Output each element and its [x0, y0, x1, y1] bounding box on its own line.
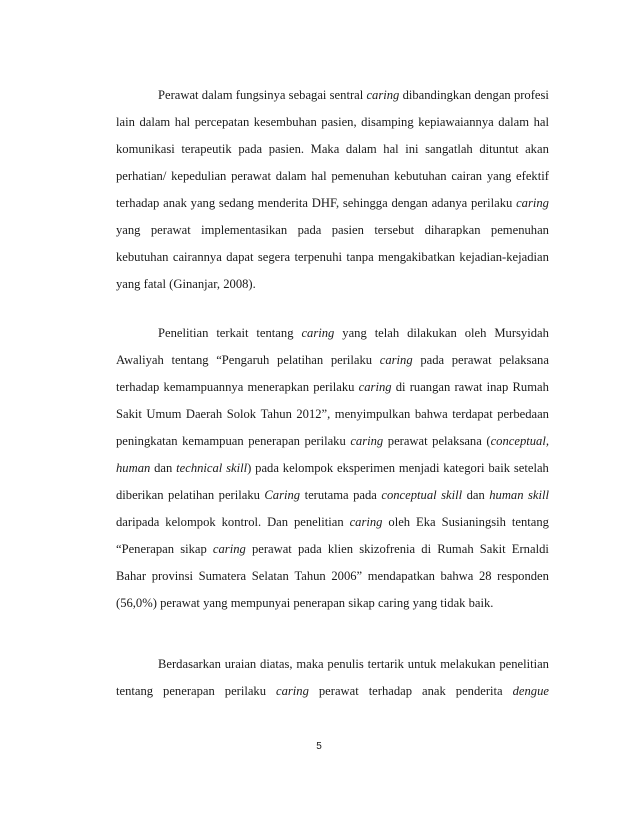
word: diatas, [260, 657, 293, 671]
word: Ernaldi [511, 542, 549, 556]
word: dituntut [479, 142, 519, 156]
word: terdapat [452, 407, 493, 421]
word: perilaku [218, 488, 260, 502]
word: caring [212, 542, 246, 556]
word: penerapan [163, 684, 215, 698]
word: caring [276, 684, 309, 698]
word: Tahun [260, 407, 292, 421]
word: penerapan [293, 596, 346, 610]
word: caring [516, 196, 549, 210]
word: Berdasarkan [158, 657, 221, 671]
word: mengakibatkan [378, 250, 455, 264]
word: pada [353, 488, 377, 502]
word: yang [190, 196, 216, 210]
word: dalam [498, 115, 530, 129]
word: sentral [329, 88, 364, 102]
word: tentang [256, 326, 294, 340]
word: skill [527, 488, 549, 502]
word: skizofrenia [359, 542, 416, 556]
word: caring [378, 596, 410, 610]
word: komunikasi [116, 142, 175, 156]
word: sikap [180, 542, 207, 556]
word: dan [466, 488, 485, 502]
word: skill) [226, 461, 252, 475]
text-line [116, 401, 549, 428]
word: Solok [226, 407, 257, 421]
word: provinsi [151, 569, 193, 583]
text-line [116, 109, 549, 136]
text-line [116, 590, 549, 617]
word: Selatan [251, 569, 289, 583]
word: responden [497, 569, 549, 583]
word: dengan [474, 88, 511, 102]
paragraph-3 [116, 651, 549, 705]
word: pelaksana [499, 353, 549, 367]
word: percepatan [194, 115, 250, 129]
word: tidak [440, 596, 466, 610]
word: dibandingkan [402, 88, 472, 102]
word: yang [203, 596, 228, 610]
word: efektif [516, 169, 549, 183]
word: dalam [201, 88, 233, 102]
word: Sakit [479, 542, 506, 556]
word: terapeutik [181, 142, 232, 156]
word: mempunyai [230, 596, 291, 610]
word: profesi [513, 88, 549, 102]
word: adanya [431, 196, 468, 210]
text-line [116, 651, 549, 678]
word: terhadap [116, 196, 160, 210]
word: peningkatan [116, 434, 178, 448]
word: dalam [275, 169, 307, 183]
word: Susianingsih [441, 515, 506, 529]
word: (conceptual, [486, 434, 549, 448]
text-line [116, 163, 549, 190]
word: pada [238, 142, 263, 156]
text-line [116, 482, 549, 509]
word: maka [296, 657, 324, 671]
word: diberikan [116, 488, 164, 502]
word: “Pengaruh [216, 353, 270, 367]
word: dalam [139, 115, 171, 129]
word: penulis [327, 657, 364, 671]
word: pelatihan [277, 353, 324, 367]
text-line [116, 136, 549, 163]
word: kelompok [282, 461, 334, 475]
word: caring [366, 88, 400, 102]
word: uraian [224, 657, 257, 671]
word: pada [297, 542, 322, 556]
word: sehingga [342, 196, 388, 210]
word: bahwa [440, 569, 474, 583]
word: yang [116, 277, 141, 291]
word: caring [379, 353, 413, 367]
word: tentang [511, 515, 549, 529]
word: pasien, [321, 115, 357, 129]
word: setelah [513, 461, 549, 475]
word: sangatlah [425, 142, 473, 156]
word: menderita [257, 196, 309, 210]
word: pemenuhan [490, 223, 549, 237]
word: sikap [348, 596, 375, 610]
word: kepiawaiannya [418, 115, 494, 129]
word: caring [301, 326, 335, 340]
word: dalam [345, 142, 377, 156]
word: menerapkan [247, 380, 310, 394]
word: kontrol. [221, 515, 262, 529]
word: Rumah [437, 542, 474, 556]
word: caring [349, 515, 383, 529]
word: human [489, 488, 524, 502]
word: terhadap [368, 684, 413, 698]
word: anak [163, 196, 187, 210]
word: hal [174, 115, 191, 129]
word: perilaku [304, 434, 346, 448]
text-line [116, 190, 549, 217]
word: bahwa [414, 407, 448, 421]
word: eksperimen [336, 461, 396, 475]
word: Tahun [294, 569, 326, 583]
word: segera [257, 250, 291, 264]
word: Sumatera [198, 569, 247, 583]
word: Maka [310, 142, 340, 156]
word: diharapkan [424, 223, 481, 237]
word: cairan [451, 169, 483, 183]
text-line [116, 428, 549, 455]
word: daripada [116, 515, 160, 529]
word: terkait [216, 326, 249, 340]
text-line [116, 563, 549, 590]
text-line [116, 374, 549, 401]
word: 2008). [223, 277, 256, 291]
word: di [395, 380, 406, 394]
word: 28 [478, 569, 492, 583]
text-line [116, 536, 549, 563]
word: penerapan [248, 434, 300, 448]
word: disamping [361, 115, 414, 129]
word: tentang [171, 353, 209, 367]
word: kebutuhan [116, 250, 169, 264]
word: tertarik [367, 657, 404, 671]
word: Penelitian [158, 326, 209, 340]
word: dan [154, 461, 173, 475]
word: rawat [454, 380, 483, 394]
word: tersebut [374, 223, 415, 237]
word: kategori [443, 461, 485, 475]
word: dengue [512, 684, 549, 698]
word: pasien [331, 223, 364, 237]
word: penelitian [294, 515, 344, 529]
word: perilaku [224, 684, 267, 698]
text-line [116, 271, 549, 298]
word: mendapatkan [367, 569, 435, 583]
word: pelatihan [168, 488, 215, 502]
word: kejadian-kejadian [459, 250, 549, 264]
word: klien [327, 542, 354, 556]
word: sedang [218, 196, 254, 210]
word: human [116, 461, 151, 475]
word: kesembuhan [253, 115, 317, 129]
text-line [116, 217, 549, 244]
word: (Ginanjar, [169, 277, 221, 291]
word: penelitian [499, 657, 549, 671]
word: caring [350, 434, 384, 448]
word: cairannya [172, 250, 222, 264]
word: menjadi [398, 461, 440, 475]
word: 2012”, [296, 407, 331, 421]
word: “Penerapan [116, 542, 175, 556]
word: perawat [387, 434, 428, 448]
word: melakukan [440, 657, 496, 671]
word: inap [486, 380, 509, 394]
word: tanpa [346, 250, 374, 264]
word: Sakit [116, 407, 142, 421]
word: yang [486, 169, 512, 183]
word: perawat [318, 684, 359, 698]
word: (56,0%) [116, 596, 157, 610]
word: Rumah [512, 380, 549, 394]
word: Bahar [116, 569, 147, 583]
word: perawat [160, 596, 200, 610]
word: kebutuhan [394, 169, 447, 183]
word: akan [525, 142, 549, 156]
word: penderita [455, 684, 503, 698]
word: kelompok [165, 515, 216, 529]
word: pada [420, 353, 445, 367]
word: terpenuhi [294, 250, 342, 264]
text-line [116, 455, 549, 482]
word: oleh [464, 326, 487, 340]
text-line [116, 82, 549, 109]
word: DHF, [311, 196, 340, 210]
paragraph-1 [116, 82, 549, 298]
word: ini [405, 142, 419, 156]
word: anak [422, 684, 446, 698]
page-number: 5 [316, 741, 322, 752]
word: Mursyidah [494, 326, 549, 340]
word: fungsinya [235, 88, 286, 102]
word: untuk [407, 657, 437, 671]
word: caring [358, 380, 392, 394]
word: baik [488, 461, 511, 475]
word: hal [311, 169, 327, 183]
word: yang [342, 326, 367, 340]
word: Awaliyah [116, 353, 164, 367]
text-line [116, 244, 549, 271]
word: telah [374, 326, 400, 340]
word: dengan [391, 196, 428, 210]
word: baik. [468, 596, 494, 610]
word: terhadap [116, 380, 160, 394]
word: perawat [231, 169, 271, 183]
word: Dan [267, 515, 289, 529]
word: Perawat [158, 88, 199, 102]
word: pada [255, 461, 279, 475]
word: implementasikan [201, 223, 288, 237]
word: yang [116, 223, 141, 237]
word: pasien. [268, 142, 305, 156]
word: tentang [116, 684, 154, 698]
text-line [116, 320, 549, 347]
word: ruangan [409, 380, 451, 394]
word: skill [441, 488, 463, 502]
text-line [116, 347, 549, 374]
word: menyimpulkan [334, 407, 411, 421]
word: di [421, 542, 432, 556]
word: fatal [143, 277, 167, 291]
word: terutama [304, 488, 349, 502]
word: Daerah [185, 407, 223, 421]
text-line [116, 509, 549, 536]
word: perilaku [330, 353, 373, 367]
word: conceptual [381, 488, 437, 502]
word: perilaku [471, 196, 513, 210]
word: pemenuhan [331, 169, 390, 183]
word: sebagai [288, 88, 327, 102]
word: perilaku [313, 380, 355, 394]
word: dapat [226, 250, 254, 264]
word: kemampuannya [163, 380, 244, 394]
word: perawat [150, 223, 191, 237]
word: yang [412, 596, 438, 610]
word: perhatian/ [116, 169, 167, 183]
word: technical [176, 461, 223, 475]
word: oleh [388, 515, 411, 529]
paragraph-2 [116, 320, 549, 617]
word: pada [297, 223, 322, 237]
word: pelaksana [432, 434, 482, 448]
word: dilakukan [407, 326, 457, 340]
word: perawat [451, 353, 492, 367]
word: kemampuan [182, 434, 244, 448]
word: Umum [146, 407, 182, 421]
word: hal [533, 115, 549, 129]
word: hal [383, 142, 399, 156]
word: 2006” [331, 569, 363, 583]
word: Eka [416, 515, 436, 529]
word: Caring [264, 488, 301, 502]
word: perawat [251, 542, 292, 556]
word: kepedulian [171, 169, 227, 183]
word: lain [116, 115, 135, 129]
text-line [116, 678, 549, 705]
word: perbedaan [497, 407, 549, 421]
